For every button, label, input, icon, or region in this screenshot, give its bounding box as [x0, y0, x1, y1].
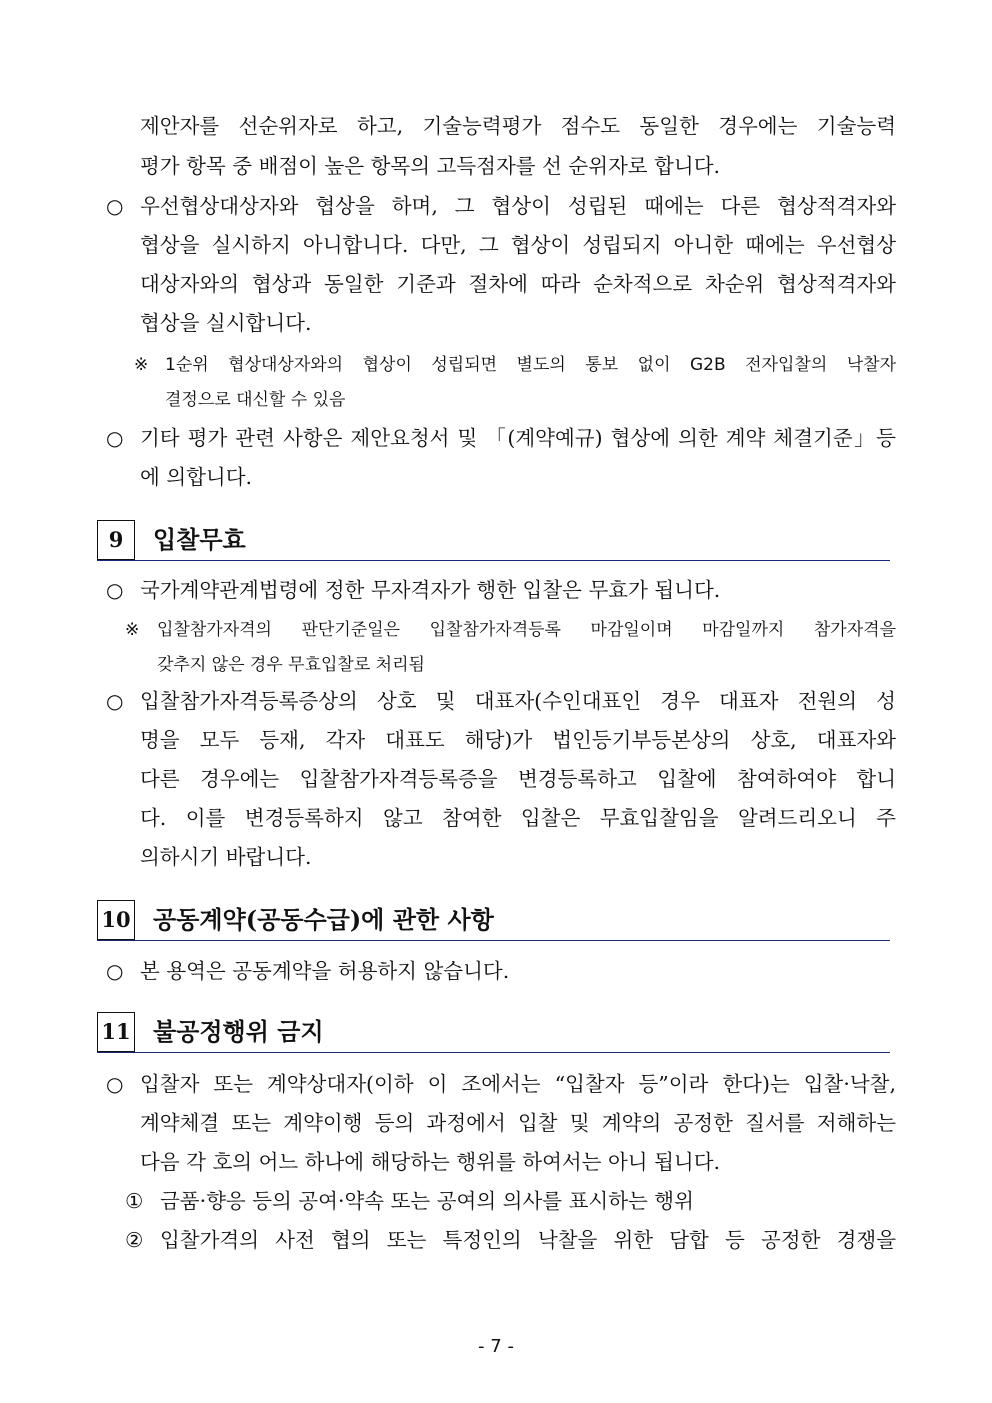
text-line: 기타 평가 관련 사항은 제안요청서 및 「(계약예규) 협상에 의한 계약 체결기준」등	[140, 426, 896, 450]
circle-bullet-icon: ○	[106, 578, 124, 602]
text-line: 에 의합니다.	[140, 465, 253, 489]
note-line: 결정으로 대신할 수 있음	[165, 390, 346, 410]
section-title: 공동계약(공동수급)에 관한 사항	[153, 905, 494, 934]
text-line: 본 용역은 공동계약을 허용하지 않습니다.	[140, 959, 510, 983]
note-line: 1순위 협상대상자와의 협상이 성립되면 별도의 통보 없이 G2B 전자입찰의 낙찰자	[165, 355, 896, 375]
text-line: 다른 경우에는 입찰참가자격등록증을 변경등록하고 입찰에 참여하여야 합니	[140, 767, 896, 791]
page-number: - 7 -	[478, 1336, 514, 1357]
note-mark-icon: ※	[125, 620, 140, 640]
text-line: 제안자를 선순위자로 하고, 기술능력평가 점수도 동일한 경우에는 기술능력	[140, 114, 896, 138]
list-item: 금품·향응 등의 공여·약속 또는 공여의 의사를 표시하는 행위	[160, 1189, 694, 1213]
section-number: 11	[97, 1012, 135, 1052]
list-item: 입찰가격의 사전 협의 또는 특정인의 낙찰을 위한 담합 등 공정한 경쟁을	[160, 1228, 896, 1252]
note-line: 입찰참가자격의 판단기준일은 입찰참가자격등록 마감일이며 마감일까지 참가자격을	[157, 620, 896, 640]
text-line: 협상을 실시합니다.	[140, 311, 312, 335]
section-number: 10	[97, 900, 135, 940]
section-header-11	[97, 1012, 890, 1053]
circle-bullet-icon: ○	[106, 689, 124, 713]
note-mark-icon: ※	[134, 355, 149, 375]
text-line: 계약체결 또는 계약이행 등의 과정에서 입찰 및 계약의 공정한 질서를 저해하는	[140, 1111, 896, 1135]
section-title: 불공정행위 금지	[153, 1017, 324, 1046]
section-header-10	[97, 900, 890, 941]
text-line: 국가계약관계법령에 정한 무자격자가 행한 입찰은 무효가 됩니다.	[140, 578, 721, 602]
text-line: 평가 항목 중 배점이 높은 항목의 고득점자를 선 순위자로 합니다.	[140, 154, 721, 178]
circle-bullet-icon: ○	[106, 959, 124, 983]
section-title: 입찰무효	[153, 525, 246, 554]
section-header-9	[97, 520, 890, 561]
text-line: 협상을 실시하지 아니합니다. 다만, 그 협상이 성립되지 아니한 때에는 우선협상	[140, 233, 896, 257]
text-line: 다음 각 호의 어느 하나에 해당하는 행위를 하여서는 아니 됩니다.	[140, 1150, 721, 1174]
text-line: 대상자와의 협상과 동일한 기준과 절차에 따라 순차적으로 차순위 협상적격자와	[140, 272, 896, 296]
list-item-marker: ①	[125, 1189, 144, 1213]
note-line: 갖추지 않은 경우 무효입찰로 처리됨	[157, 655, 425, 675]
circle-bullet-icon: ○	[106, 1072, 124, 1096]
circle-bullet-icon: ○	[106, 194, 124, 218]
list-item-marker: ②	[125, 1228, 144, 1252]
circle-bullet-icon: ○	[106, 426, 124, 450]
section-number: 9	[97, 520, 135, 560]
text-line: 우선협상대상자와 협상을 하며, 그 협상이 성립된 때에는 다른 협상적격자와	[140, 194, 896, 218]
text-line: 다. 이를 변경등록하지 않고 참여한 입찰은 무효입찰임을 알려드리오니 주	[140, 806, 896, 830]
text-line: 입찰자 또는 계약상대자(이하 이 조에서는 “입찰자 등”이라 한다)는 입찰·낙찰,	[140, 1072, 896, 1096]
text-line: 명을 모두 등재, 각자 대표도 해당)가 법인등기부등본상의 상호, 대표자와	[140, 728, 896, 752]
text-line: 의하시기 바랍니다.	[140, 845, 312, 869]
text-line: 입찰참가자격등록증상의 상호 및 대표자(수인대표인 경우 대표자 전원의 성	[140, 689, 896, 713]
